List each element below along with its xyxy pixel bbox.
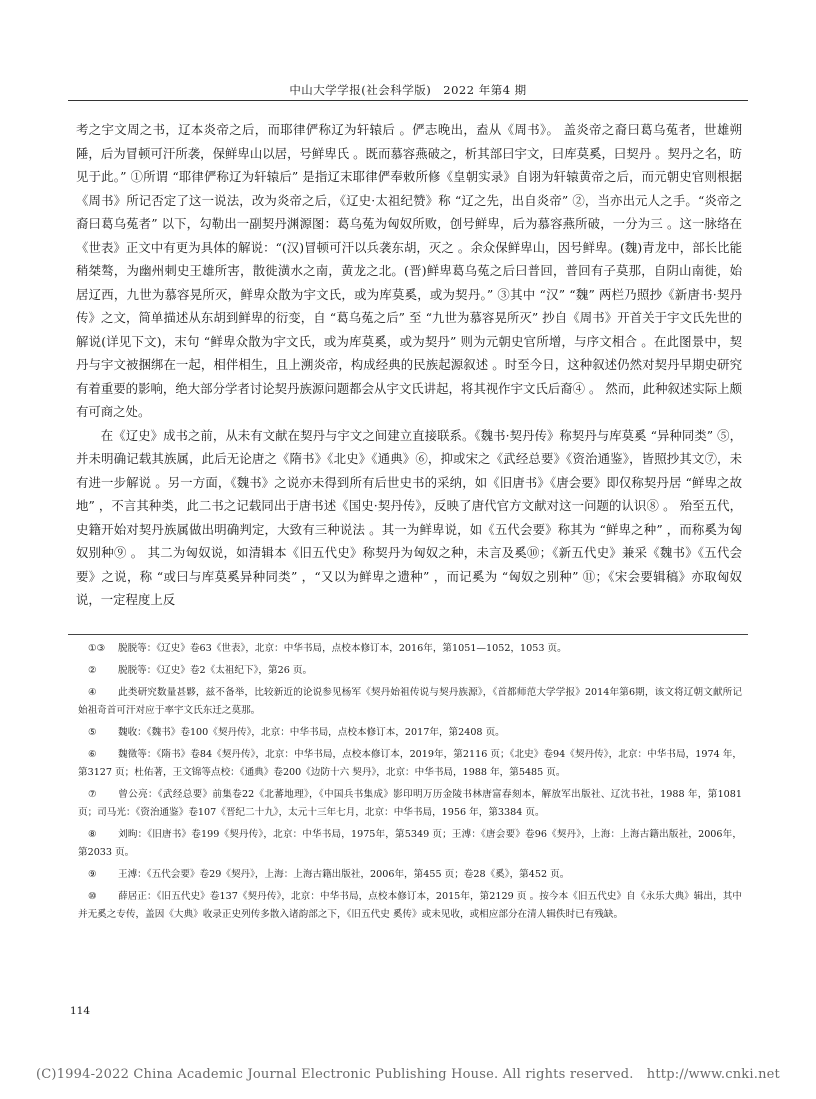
footnote-text: 刘昫：《旧唐书》卷199《契丹传》，北京：中华书局，1975年，第5349 页；王溥：《唐会要》卷96《契丹》，上海：上海古籍出版社，2006年，第2033 页。	[78, 829, 742, 858]
footnote-text: 曾公亮：《武经总要》前集卷22《北蕃地理》，《中国兵书集成》影印明万历金陵书林唐富春刻本，解放军出版社、辽沈书社，1988 年，第1081 页；司马光：《资治通鉴》卷107《晋纪二十九》，太元十三年七月，北京：中华书局，1956 年，第3384 页。	[78, 789, 742, 818]
footnote-text: 脱脱等：《辽史》卷63《世表》，北京：中华书局，点校本修订本，2016年，第1051—1052，1053 页。	[118, 643, 567, 654]
footnote-item	[78, 724, 742, 742]
footnote-item	[78, 746, 742, 782]
footnotes	[78, 640, 742, 928]
footnote-text: 王溥：《五代会要》卷29《契丹》，上海：上海古籍出版社，2006年，第455 页；卷28《奚》，第452 页。	[118, 869, 570, 880]
running-header: 中山大学学报(社会科学版) 2022 年第4 期	[289, 83, 527, 97]
main-text	[76, 118, 742, 612]
footnote-mark: ⑥	[88, 749, 97, 760]
footnote-mark: ⑦	[88, 789, 97, 800]
page-number: 114	[70, 1005, 91, 1017]
footnote-text: 魏收：《魏书》卷100《契丹传》，北京：中华书局，点校本修订本，2017年，第2408 页。	[118, 727, 505, 738]
footnote-mark: ②	[88, 665, 97, 676]
footnote-item	[78, 684, 742, 720]
paragraph-1: 考之宇文周之书，辽本炎帝之后，而耶律俨称辽为轩辕后 。俨志晚出，盍从《周书》。 盖炎帝之裔曰葛乌菟者，世雄朔陲，后为冒顿可汗所袭，保鲜卑山以居，号鲜卑氏 。既而慕容燕破之，析其部曰宇文，曰库莫奚，曰契丹 。契丹之名，昉见于此。” ①所谓 “耶律俨称辽为轩辕后” 是指辽末耶律俨奉敕所修《皇朝实录》自诩为轩辕黄帝之后，而元朝史官则根据《周书》所记否定了这一说法，改为炎帝之后，《辽史·太祖纪赞》称 “辽之先，出自炎帝” ②，当亦出元人之手。“炎帝之裔曰葛乌菟者” 以下，勾勒出一副契丹渊源图：葛乌菟为匈奴所败，创号鲜卑，后为慕容燕所破，一分为三 。这一脉络在《世表》正文中有更为具体的解说：“(汉)冒顿可汗以兵袭东胡，灭之 。余众保鲜卑山，因号鲜卑。(魏)青龙中，部长比能稍桀骜，为幽州刺史王雄所害，散徙潢水之南，黄龙之北。(晋)鲜卑葛乌菟之后曰普回，普回有子莫那，自阴山南徙，始居辽西，九世为慕容晃所灭，鲜卑众散为宇文氏，或为库莫奚，或为契丹。” ③其中 “汉” “魏” 两栏乃照抄《新唐书·契丹传》之文，简单描述从东胡到鲜卑的衍变，自 “葛乌菟之后” 至 “九世为慕容晃所灭” 抄自《周书》开首关于宇文氏先世的解说(详见下文)，末句 “鲜卑众散为宇文氏，或为库莫奚，或为契丹” 则为元朝史官所增，与序文相合 。在此图景中，契丹与宇文被捆绑在一起，相伴相生，且上溯炎帝，构成经典的民族起源叙述 。时至今日，这种叙述仍然对契丹早期史研究有着重要的影响，绝大部分学者讨论契丹族源问题都会从宇文氏讲起，将其视作宇文氏后裔④ 。 然而，此种叙述实际上颇有可商之处。	[76, 122, 742, 419]
footnote-mark: ⑩	[88, 891, 97, 902]
footnote-mark: ⑨	[88, 869, 97, 880]
footnote-item	[78, 640, 742, 658]
footnote-item	[78, 826, 742, 862]
footnote-mark: ①③	[88, 643, 106, 654]
footnote-item	[78, 662, 742, 680]
footnote-text: 薛居正：《旧五代史》卷137《契丹传》，北京：中华书局，点校本修订本，2015年，第2129 页 。按今本《旧五代史》自《永乐大典》辑出，其中并无奚之专传，盖因《大典》收录正史列传多散入诸韵部之下，《旧五代史 奚传》或未见收，或相应部分在清人辑佚时已有残缺。	[78, 891, 742, 920]
footnote-item	[78, 888, 742, 924]
footnote-item	[78, 866, 742, 884]
footnote-mark: ④	[88, 687, 97, 698]
paragraph-2: 在《辽史》成书之前，从未有文献在契丹与宇文之间建立直接联系。《魏书·契丹传》称契丹与库莫奚 “异种同类” ⑤，并未明确记载其族属，此后无论唐之《隋书》《北史》《通典》⑥，抑或宋之《武经总要》《资治通鉴》，皆照抄其文⑦，未有进一步解说 。另一方面，《魏书》之说亦未得到所有后世史书的采纳，如《旧唐书》《唐会要》即仅称契丹居 “鲜卑之故地” ，不言其种类，此二书之记载同出于唐书述《国史·契丹传》，反映了唐代官方文献对这一问题的认识⑧ 。 殆至五代，史籍开始对契丹族属做出明确判定，大致有三种说法 。其一为鲜卑说，如《五代会要》称其为 “鲜卑之种” ，而称奚为匈奴别种⑨ 。 其二为匈奴说，如清辑本《旧五代史》称契丹为匈奴之种，未言及奚⑩；《新五代史》兼采《魏书》《五代会要》之说，称 “或曰与库莫奚异种同类” ，“又以为鲜卑之遗种” ，而记奚为 “匈奴之别种” ⑪；《宋会要辑稿》亦取匈奴说，一定程度上反	[76, 427, 742, 607]
footnote-divider	[68, 634, 748, 635]
footnote-text: 魏徵等：《隋书》卷84《契丹传》，北京：中华书局，点校本修订本，2019年，第2116 页；《北史》卷94《契丹传》，北京：中华书局，1974 年，第3127 页；杜佑著，王文锦等点校：《通典》卷200《边防十六 契丹》，北京：中华书局，1988 年，第5485 页。	[78, 749, 742, 778]
copyright-footer: (C)1994-2022 China Academic Journal Electronic Publishing House. All rights reserved. http://www.cnki.net	[36, 1067, 780, 1082]
footnote-text: 此类研究数量甚夥，兹不备举，比较新近的论说参见杨军《契丹始祖传说与契丹族源》，《首都师范大学学报》2014年第6期，该文将辽朝文献所记始祖奇首可汗对应于率宇文氏东迁之莫那。	[78, 687, 742, 716]
footnote-item	[78, 786, 742, 822]
header-divider	[68, 100, 748, 101]
footnote-mark: ⑧	[88, 829, 97, 840]
footnote-mark: ⑤	[88, 727, 97, 738]
footnote-text: 脱脱等：《辽史》卷2《太祖纪下》，第26 页。	[118, 665, 313, 676]
